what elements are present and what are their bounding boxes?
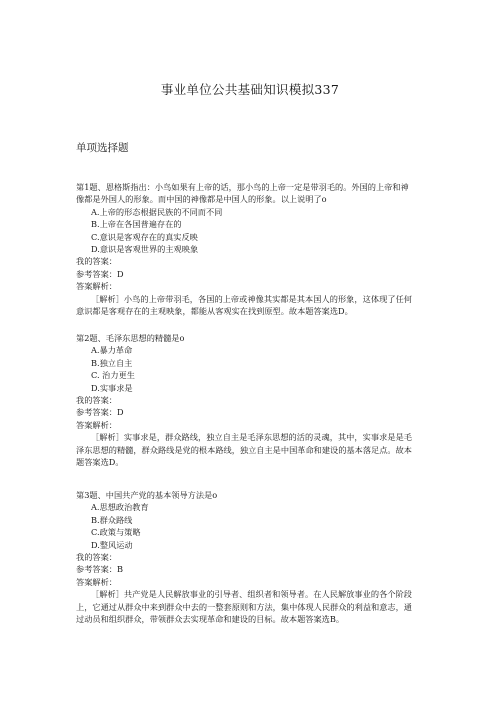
my-answer-label: 我的答案：	[76, 552, 117, 563]
analysis-label: 答案解析：	[76, 419, 117, 430]
question-3	[76, 489, 412, 625]
reference-answer: 参考答案：D	[76, 268, 124, 279]
option-b: B.上帝在各国普遍存在的	[91, 219, 182, 230]
reference-answer: 参考答案：B	[76, 564, 123, 575]
option-a: A.思想政治教育	[91, 502, 149, 513]
my-answer-label: 我的答案：	[76, 395, 117, 406]
option-b: B.群众路线	[91, 514, 133, 525]
option-d: D.实事求是	[91, 382, 133, 393]
option-d: D.整风运动	[91, 539, 133, 550]
option-d: D.意识是客观世界的主观映象	[91, 244, 199, 255]
explanation: ［解析］共产党是人民解放事业的引导者、组织者和领导者。在人民解放事业的各个阶段上，它通过从群众中来到群众中去的一整套原则和方法，集中体现人民群众的利益和意志，通过动员和组织群众，带领群众去实现革命和建设的目标。故本题答案选B。	[76, 589, 412, 625]
option-c: C.意识是客观存在的真实反映	[91, 231, 198, 242]
question-stem: 第1题、恩格斯指出：小鸟如果有上帝的话，那小鸟的上帝一定是带羽毛的。外国的上帝和神像都是外国人的形象。而中国的神像都是中国人的形象。以上说明了o	[76, 182, 409, 205]
question-1	[76, 181, 412, 317]
analysis-label: 答案解析：	[76, 576, 117, 587]
option-a: A.上帝的形态根据民族的不同而不同	[91, 206, 223, 217]
question-stem: 第3题、中国共产党的基本领导方法是o	[76, 490, 218, 500]
my-answer-label: 我的答案：	[76, 256, 117, 267]
question-stem: 第2题、毛泽东思想的精髓是o	[76, 333, 185, 343]
question-2	[76, 332, 412, 468]
explanation: ［解析］实事求是，群众路线，独立自主是毛泽东思想的活的灵魂，其中，实事求是是毛泽东思想的精髓，群众路线是党的根本路线，独立自主是中国革命和建设的基本落足点。故本题答案选D。	[76, 432, 412, 468]
section-heading: 单项选择题	[76, 142, 129, 154]
option-c: C.政策与策略	[91, 527, 141, 538]
analysis-label: 答案解析：	[76, 281, 117, 292]
option-a: A.暴力革命	[91, 345, 133, 356]
explanation: ［解析］小鸟的上帝带羽毛，各国的上帝或神像其实都是其本国人的形象，这体现了任何意识都是客观存在的主观映象，都能从客观实在找到原型。故本题答案选D。	[76, 293, 412, 317]
option-b: B.独立自主	[91, 357, 133, 368]
option-c: C. 治力更生	[91, 370, 135, 381]
reference-answer: 参考答案：D	[76, 407, 124, 418]
document-title: 事业单位公共基础知识模拟337	[160, 82, 340, 97]
